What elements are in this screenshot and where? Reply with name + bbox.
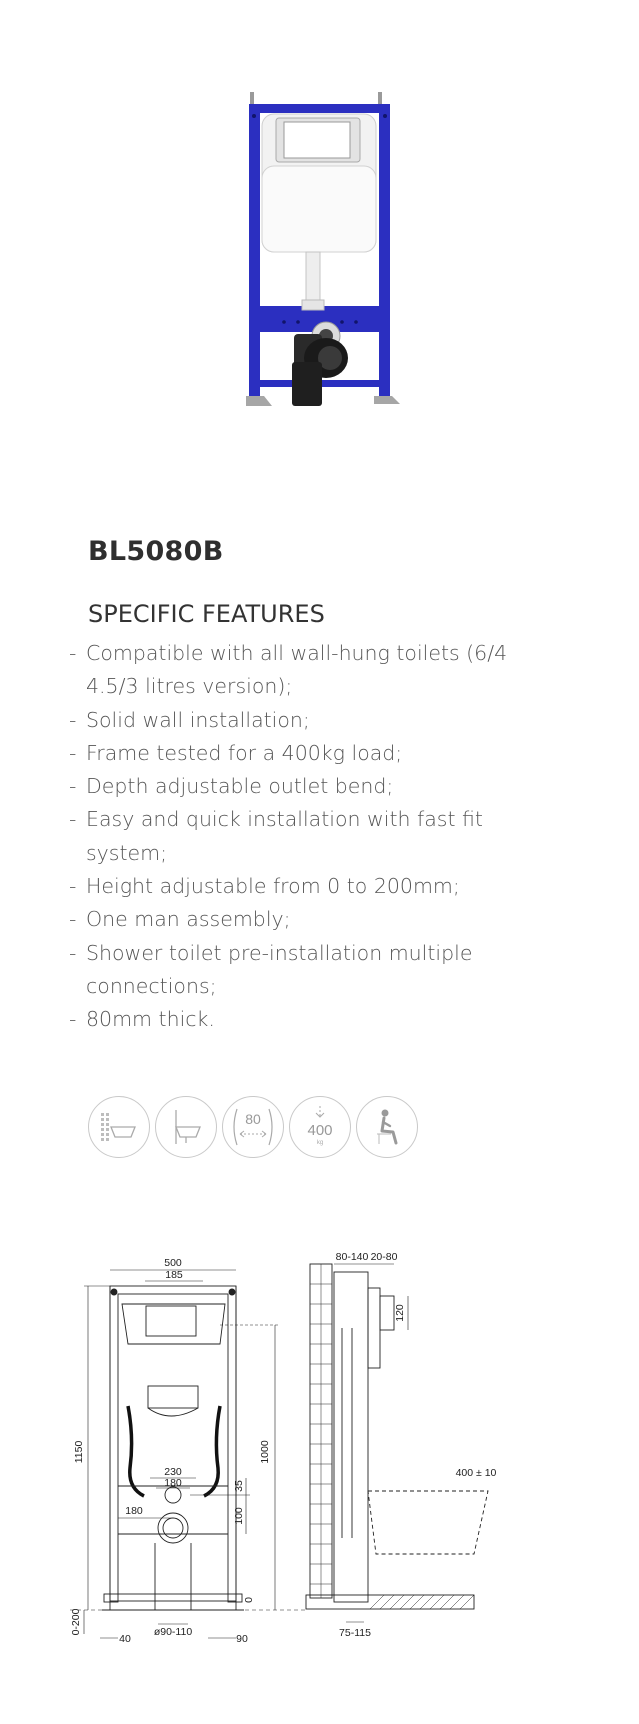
product-image-frame [246,92,406,452]
dim-foot-range: 0-200 [70,1608,82,1636]
features-heading: SPECIFIC FEATURES [88,600,325,628]
thickness-value: 80 [245,1111,261,1127]
wall-hung-toilet-icon [88,1096,150,1158]
feature-item: - 80mm thick. [66,1003,536,1036]
feature-item: - Easy and quick installation with fast fit system; [66,803,536,870]
thickness-icon [222,1096,284,1158]
feature-item: - Height adjustable from 0 to 200mm; [66,870,536,903]
solid-wall-toilet-icon [155,1096,217,1158]
feature-item: - Frame tested for a 400kg load; [66,737,536,770]
dim-outlet-range: 20-80 [370,1251,398,1263]
dim-bottom-range: 75-115 [339,1627,371,1639]
feature-item: - Solid wall installation; [66,704,536,737]
dim-height-total: 1150 [73,1440,85,1464]
dim-100: 100 [233,1507,245,1525]
dim-zero: 0 [243,1597,255,1603]
dim-drain-offset: 180 [125,1505,143,1517]
dim-toilet-height: 400 ± 10 [455,1467,497,1479]
dim-35: 35 [233,1480,245,1492]
feature-item: - One man assembly; [66,903,536,936]
seated-person-icon [356,1096,418,1158]
dim-foot-left: 40 [119,1633,131,1645]
dim-width-top: 500 [164,1257,182,1269]
dim-inlet-outer: 230 [164,1466,182,1478]
features-list [66,637,536,1037]
load-icon [289,1096,351,1158]
technical-drawing [70,1238,550,1658]
feature-icons [88,1096,418,1160]
dim-outlet-height: 120 [394,1304,406,1322]
dim-foot-right: 90 [236,1633,248,1645]
feature-item: - Compatible with all wall-hung toilets (6/4 4.5/3 litres version); [66,637,536,704]
dim-drain-diameter: ø90-110 [153,1626,193,1638]
dim-height-plate: 1000 [259,1440,271,1464]
dim-inlet-inner: 180 [164,1477,182,1489]
load-value: 400 [307,1122,333,1139]
load-unit: kg [316,1140,324,1146]
dim-depth-range: 80-140 [335,1251,369,1263]
feature-item: - Depth adjustable outlet bend; [66,770,536,803]
product-model: BL5080B [88,536,224,567]
dim-cistern-width: 185 [165,1269,183,1281]
feature-item: - Shower toilet pre-installation multiple connections; [66,937,536,1004]
